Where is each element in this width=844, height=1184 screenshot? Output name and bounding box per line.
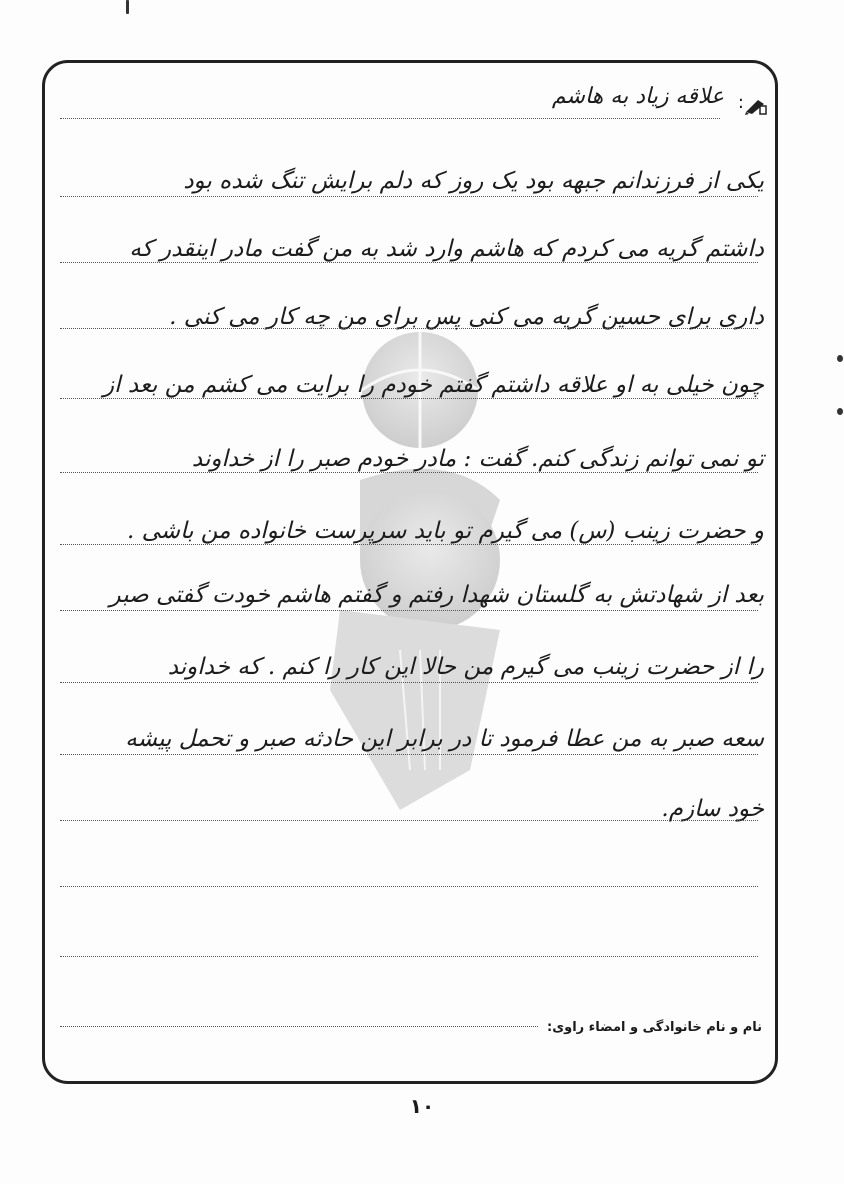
narrator-signature-label: نام و نام خانوادگی و امضاء راوی: (547, 1020, 762, 1035)
scan-speck (837, 408, 843, 415)
handwritten-line: خود سازم. (661, 796, 764, 822)
ruled-line (60, 262, 758, 263)
ruled-line (60, 682, 758, 683)
handwritten-line: یکی از فرزندانم جبهه بود یک روز که دلم برایش تنگ شده بود (183, 168, 764, 194)
handwritten-line: و حضرت زینب (س) می گیرم تو باید سرپرست خانواده من باشی . (127, 518, 764, 544)
ruled-line (60, 820, 758, 821)
ruled-line (60, 956, 758, 957)
ruled-line (60, 544, 758, 545)
ruled-line (60, 196, 758, 197)
ruled-line (60, 886, 758, 887)
ruled-line (60, 472, 758, 473)
handwritten-line: چون خیلی به او علاقه داشتم گفتم خودم را برایت می کشم من بعد از (103, 372, 764, 398)
scan-speck (126, 0, 129, 14)
pen-icon (744, 96, 768, 116)
scan-speck (837, 355, 843, 362)
ruled-line (60, 754, 758, 755)
handwritten-line: بعد از شهادتش به گلستان شهدا رفتم و گفتم هاشم خودت گفتی صبر (109, 582, 764, 608)
title-label: : (737, 92, 744, 113)
ruled-line (60, 398, 758, 399)
handwritten-line: تو نمی توانم زندگی کنم. گفت : مادر خودم صبر را از خداوند (191, 446, 764, 472)
ruled-line (60, 610, 758, 611)
handwritten-line: سعه صبر به من عطا فرمود تا در برابر این حادثه صبر و تحمل پیشه (125, 726, 764, 752)
ruled-line (60, 118, 720, 119)
signature-line (60, 1026, 538, 1027)
handwritten-line: داری برای حسین گریه می کنی پس برای من چه کار می کنی . (169, 304, 764, 330)
ruled-line (60, 328, 758, 329)
handwritten-line: داشتم گریه می کردم که هاشم وارد شد به من گفت مادر اینقدر که (129, 236, 764, 262)
story-title: علاقه زیاد به هاشم (551, 84, 724, 109)
handwritten-line: را از حضرت زینب می گیرم من حالا این کار را کنم . که خداوند (167, 654, 764, 680)
page-number: ۱۰ (409, 1094, 435, 1118)
